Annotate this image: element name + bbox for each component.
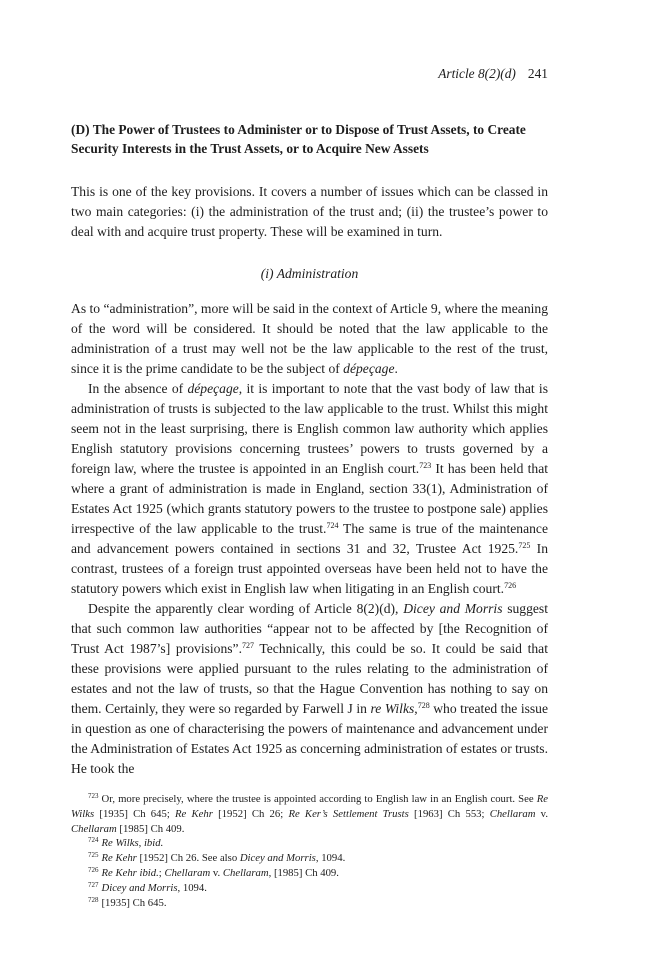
footnote-728: $^{728}$ [1935] Ch 645. — [88, 895, 167, 909]
footnote-ref-728[interactable]: 728 — [417, 701, 430, 710]
footnote-ref-727[interactable]: 727 — [241, 641, 254, 650]
footnote-726: $^{726}$ Re Kehr ibid.; Chellaram v. Chellaram, [1985] Ch 409. — [88, 865, 339, 879]
footnote-ref-724[interactable]: 724 — [326, 521, 339, 530]
term-depecage: dépeçage — [343, 361, 395, 376]
paragraph-depecage: In the absence of dépeçage, it is important to note that the vast body of law that is administration of trusts is subjected to the law applicable to the trust. Whilst this might seem not in the least surprising, there is English common law authority which applies English statutory provisions concerning trustees’ powers to trusts governed by a foreign law, where the trustee is appointed in an English court.$^{723}$ It has been held that where a grant of administration is made in England, section 33(1), Administration of Estates Act 1925 (which grants statutory powers to the trustee to postpone sale) applies irrespective of the law applicable to the trust.$^{724}$ The same is true of the maintenance and advancement powers contained in sections 31 and 32, Trustee Act 1925.$^{725}$ In contrast, trustees of a foreign trust appointed overseas have been held not to have the statutory powers which exist in English law when litigating in an English court.$^{726}$ — [71, 381, 549, 596]
intro-paragraph: This is one of the key provisions. It covers a number of issues which can be classed in two main categories: (i) the administration of the trust and; (ii) the trustee’s power to deal with and acquire trust property. These will be examined in turn. — [71, 184, 548, 239]
paragraph-dicey-morris: Despite the apparently clear wording of Article 8(2)(d), Dicey and Morris suggest that such common law authorities “appear not to be affected by [the Recognition of Trust Act 1987’s] provisions”.$^{727}$ Technically, this could be so. It could be said that these provisions were applied pursuant to the rules relating to the administration of estates and not the law of trusts, so that the Hague Convention has nothing to say on them. Certainly, they were so regarded by Farwell J in re Wilks,$^{728}$ who treated the issue in question as one of characterising the powers of maintenance and advancement under the Administration of Estates Act 1925 as concerning administration of estates or trusts. He took the — [71, 601, 549, 776]
footnote-ref-725[interactable]: 725 — [518, 541, 531, 550]
subsection-heading: (i) Administration — [260, 266, 359, 281]
footnote-727: $^{727}$ Dicey and Morris, 1094. — [88, 880, 207, 894]
paragraph-administration: As to “administration”, more will be said in the context of Article 9, where the meaning of the word will be considered. It should be noted that the law applicable to the administration of a trust may well not be the law applicable to the rest of the trust, since it is the prime candidate to be the subject of dépeçage. — [71, 301, 548, 376]
footnote-ref-726[interactable]: 726 — [504, 581, 517, 590]
footnote-725: $^{725}$ Re Kehr [1952] Ch 26. See also Dicey and Morris, 1094. — [88, 851, 346, 865]
term-depecage: dépeçage — [187, 381, 239, 396]
footnote-723: $^{723}$ Or, more precisely, where the trustee is appointed according to English law in an English court. See Re Wilks [1935] Ch 645; Re Kehr [1952] Ch 26; Re Ker’s Settlement Trusts [1963] Ch 553; Chellaram v. Chellaram [1985] Ch 409. — [71, 792, 548, 835]
citation-dicey-morris: Dicey and Morris — [403, 601, 503, 616]
section-heading: (D) The Power of Trustees to Administer or to Dispose of Trust Assets, to Create Security Interests in the Trust Assets, or to Acquire New Assets — [71, 122, 526, 156]
page-number: 241 — [527, 66, 548, 81]
footnote-ref-723[interactable]: 723 — [419, 461, 432, 470]
footnote-724: $^{724}$ Re Wilks, ibid. — [88, 836, 164, 850]
running-head-title: Article 8(2)(d) — [438, 66, 516, 81]
running-head — [71, 66, 548, 82]
case-re-wilks: re Wilks — [370, 701, 415, 716]
footnotes — [71, 792, 548, 910]
